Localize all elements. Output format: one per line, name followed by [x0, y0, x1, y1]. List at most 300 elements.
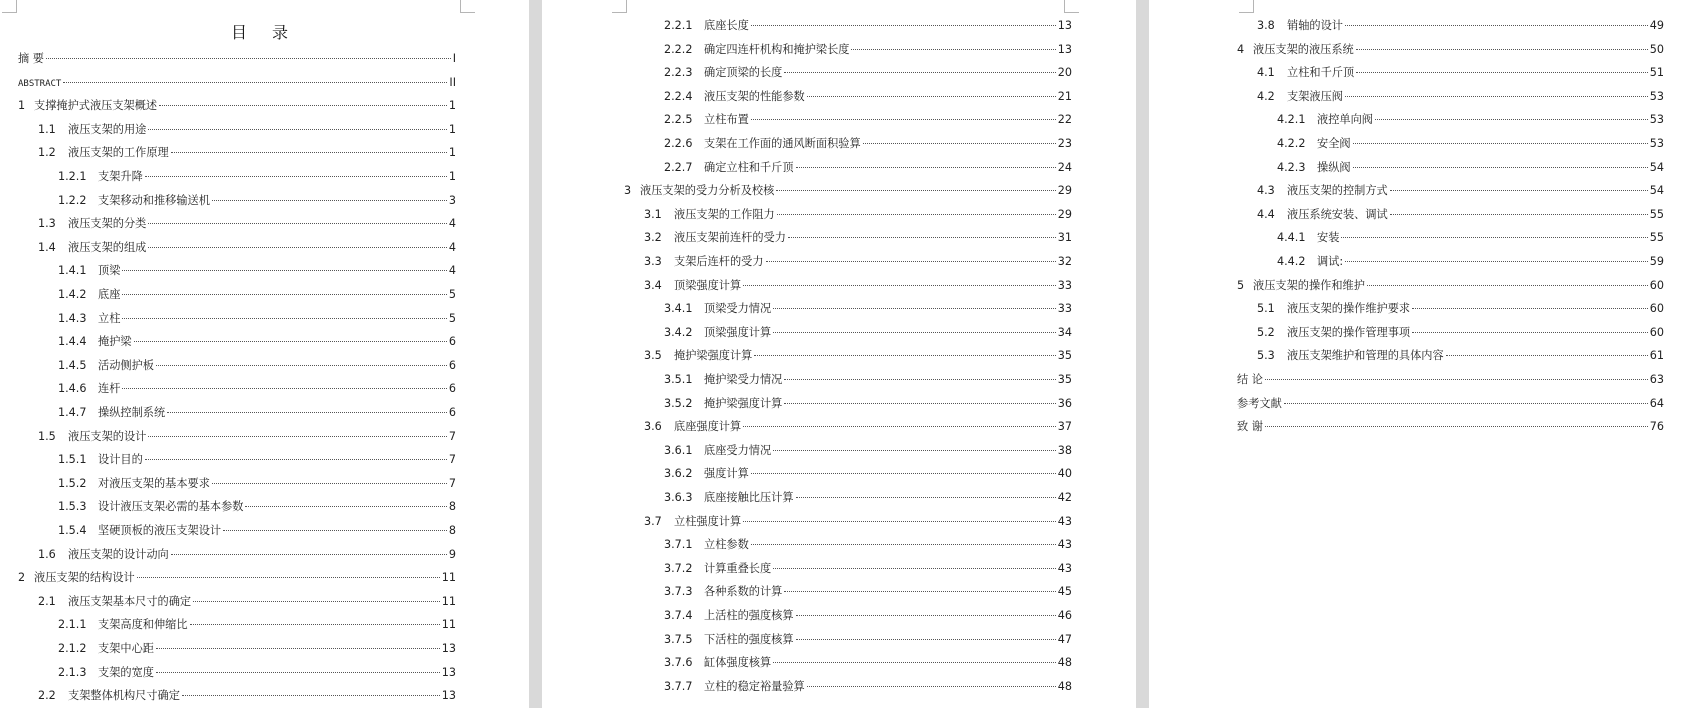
- toc-page-number: 11: [441, 571, 456, 585]
- toc-dot-leader: [122, 317, 446, 319]
- toc-dot-leader: [245, 505, 446, 507]
- toc-entry[interactable]: [664, 113, 1072, 127]
- toc-entry[interactable]: [644, 208, 1072, 222]
- toc-page-number: 53: [1649, 137, 1664, 150]
- toc-dot-leader: [145, 175, 447, 177]
- toc-entry-number: 1.4.2: [58, 288, 87, 301]
- toc-entry[interactable]: [1257, 326, 1664, 340]
- toc-entry-title: 致 谢: [1237, 420, 1263, 434]
- toc-entry-number: 1.4.1: [58, 264, 87, 278]
- toc-entry-number: 4.4.2: [1277, 255, 1306, 268]
- toc-entry[interactable]: [1237, 279, 1664, 293]
- toc-entry-title: 支架的宽度: [98, 665, 154, 679]
- toc-page-number: 59: [1649, 255, 1664, 268]
- toc-dot-leader: [167, 411, 447, 413]
- toc-entry[interactable]: [18, 52, 456, 66]
- toc-entry-title: 参考文献: [1237, 396, 1282, 410]
- toc-dot-leader: [751, 543, 1056, 545]
- toc-entry-number: 3.8: [1257, 19, 1275, 32]
- toc-dot-leader: [148, 435, 447, 437]
- toc-entry-title: 掩护梁强度计算: [674, 349, 753, 363]
- toc-entry-title: 操纵阀: [1317, 160, 1351, 174]
- toc-entry-number: 3.7: [644, 514, 662, 528]
- toc-dot-leader: [182, 694, 440, 696]
- toc-entry-title: 坚硬顶板的液压支架设计: [98, 524, 222, 537]
- toc-dot-leader: [1356, 71, 1648, 73]
- toc-dot-leader: [137, 576, 440, 578]
- toc-entry-title: 摘 要: [18, 52, 44, 65]
- toc-entry-number: 2.1.1: [58, 618, 87, 632]
- toc-entry-title: 底座接触比压计算: [704, 491, 794, 504]
- toc-entry[interactable]: [38, 146, 456, 160]
- toc-entry-number: 5.3: [1257, 349, 1275, 363]
- toc-entry-number: 3.7.2: [664, 561, 693, 575]
- toc-dot-leader: [751, 118, 1056, 120]
- toc-dot-leader: [1412, 331, 1648, 333]
- toc-entry[interactable]: [38, 123, 456, 137]
- toc-dot-leader: [1375, 118, 1648, 120]
- toc-page-number: 42: [1057, 491, 1072, 504]
- toc-page-number: 11: [441, 594, 456, 608]
- toc-entry-number: 1.1: [38, 122, 56, 136]
- toc-entry[interactable]: [38, 217, 456, 231]
- toc-dot-leader: [190, 623, 440, 625]
- toc-entry-title: 液压支架的液压系统: [1253, 42, 1354, 56]
- toc-dot-leader: [122, 269, 446, 271]
- toc-entry-title: 液压支架的操作维护要求: [1287, 302, 1411, 316]
- toc-dot-leader: [751, 24, 1056, 26]
- toc-page-number: 31: [1057, 231, 1072, 245]
- toc-page-number: 54: [1649, 160, 1664, 174]
- toc-page-number: 43: [1057, 561, 1072, 575]
- toc-page-number: II: [449, 75, 456, 89]
- toc-dot-leader: [807, 95, 1056, 97]
- toc-entry[interactable]: [38, 595, 456, 609]
- toc-entry[interactable]: [644, 420, 1072, 434]
- toc-entry[interactable]: [1277, 231, 1664, 245]
- toc-dot-leader: [1345, 260, 1648, 262]
- toc-entry[interactable]: [1257, 184, 1664, 198]
- toc-entry-title: 液压支架的分类: [68, 217, 147, 231]
- toc-entry-title: 上活柱的强度核算: [704, 609, 794, 622]
- toc-page-number: 55: [1649, 207, 1664, 221]
- toc-entry-number: 4.3: [1257, 184, 1275, 198]
- toc-entry-number: 1.5.1: [58, 453, 87, 467]
- toc-entry-title: 液控单向阀: [1317, 113, 1373, 127]
- toc-entry-title: 支架后连杆的受力: [674, 255, 764, 268]
- toc-dot-leader: [773, 661, 1056, 663]
- toc-entry-title: 液压支架的受力分析及校核: [640, 184, 775, 198]
- toc-entry[interactable]: [664, 444, 1072, 458]
- toc-page-number: 54: [1649, 184, 1664, 198]
- toc-entry[interactable]: [58, 359, 456, 373]
- toc-entry-number: 2.2.4: [664, 89, 693, 103]
- toc-entry-number: 4.4.1: [1277, 231, 1306, 245]
- page-corner-mark: [1064, 0, 1079, 13]
- toc-page-number: 13: [1057, 42, 1072, 56]
- toc-dot-leader: [156, 671, 440, 673]
- toc-entry[interactable]: [664, 66, 1072, 80]
- toc-page-number: 48: [1057, 679, 1072, 693]
- toc-entry-title: 底座受力情况: [704, 443, 772, 457]
- toc-entry-number: 3.1: [644, 207, 662, 221]
- toc-entry[interactable]: [664, 161, 1072, 175]
- toc-page-number: 6: [448, 335, 456, 349]
- toc-entry-title: 结 论: [1237, 373, 1263, 386]
- toc-entry[interactable]: [664, 633, 1072, 647]
- toc-entry-title: 顶梁受力情况: [704, 302, 772, 316]
- toc-dot-leader: [212, 199, 447, 201]
- toc-page-number: 37: [1057, 420, 1072, 434]
- toc-entry[interactable]: [18, 76, 456, 90]
- toc-entry-title: 液压支架的结构设计: [34, 571, 135, 585]
- toc-page-number: 13: [441, 642, 456, 655]
- toc-page-number: 60: [1649, 302, 1664, 316]
- toc-entry-number: 5: [1237, 278, 1245, 292]
- toc-entry[interactable]: [58, 335, 456, 349]
- toc-dot-leader: [1367, 284, 1648, 286]
- page-corner-mark: [1239, 0, 1254, 13]
- toc-entry-title: 顶梁强度计算: [704, 325, 772, 339]
- toc-page-number: 7: [448, 429, 456, 443]
- toc-dot-leader: [784, 378, 1055, 380]
- toc-page-number: 45: [1057, 585, 1072, 599]
- toc-entry-title: 立柱参数: [704, 538, 749, 552]
- toc-entry-title: 确定顶梁的长度: [704, 66, 783, 80]
- toc-page-number: 32: [1057, 255, 1072, 268]
- toc-entry-title: 底座长度: [704, 19, 749, 32]
- toc-entry[interactable]: [58, 194, 456, 208]
- toc-entry-title: 操纵控制系统: [98, 406, 166, 419]
- toc-page-number: 43: [1057, 538, 1072, 552]
- toc-page-number: 55: [1649, 231, 1664, 245]
- toc-entry-number: 4.2.3: [1277, 160, 1306, 174]
- toc-entry[interactable]: [664, 397, 1072, 411]
- toc-page-number: 5: [448, 311, 456, 325]
- toc-dot-leader: [773, 449, 1056, 451]
- toc-entry[interactable]: [624, 184, 1072, 198]
- toc-entry-title: 顶梁强度计算: [674, 278, 742, 292]
- toc-entry-number: 1.5.2: [58, 476, 87, 490]
- toc-entry-number: 1.3: [38, 217, 56, 231]
- toc-entry[interactable]: [1277, 137, 1664, 151]
- toc-entry[interactable]: [664, 373, 1072, 387]
- toc-entry-title: 下活柱的强度核算: [704, 632, 794, 646]
- toc-entry[interactable]: [58, 618, 456, 632]
- toc-entry-title: 安全阀: [1317, 137, 1351, 150]
- toc-entry[interactable]: [1257, 208, 1664, 222]
- toc-entry[interactable]: [664, 467, 1072, 481]
- toc-page-number: 63: [1649, 373, 1664, 386]
- toc-entry-number: 1: [18, 99, 26, 113]
- toc-entry-number: 5.2: [1257, 325, 1275, 339]
- toc-dot-leader: [851, 48, 1055, 50]
- toc-entry-title: 活动侧护板: [98, 358, 154, 372]
- toc-dot-leader: [1284, 402, 1648, 404]
- toc-entry-number: 3.4.2: [664, 325, 693, 339]
- toc-entry-number: 3.2: [644, 231, 662, 245]
- toc-page-number: 8: [448, 524, 456, 537]
- toc-entry-number: 3.7.7: [664, 679, 693, 693]
- toc-entry-number: 3.6.3: [664, 491, 693, 504]
- toc-page-number: 22: [1057, 113, 1072, 127]
- toc-entry[interactable]: [1257, 19, 1664, 33]
- toc-entry[interactable]: [1277, 255, 1664, 269]
- toc-page-number: 35: [1057, 349, 1072, 363]
- toc-entry[interactable]: [644, 515, 1072, 529]
- toc-entry[interactable]: [38, 430, 456, 444]
- toc-entry-number: 1.2.2: [58, 193, 87, 207]
- toc-entry-title: 液压支架的性能参数: [704, 89, 805, 103]
- toc-entry-number: 4.2.2: [1277, 137, 1306, 150]
- toc-page-number: 8: [448, 500, 456, 514]
- toc-entry[interactable]: [644, 349, 1072, 363]
- toc-entry[interactable]: [1237, 397, 1664, 411]
- toc-entry[interactable]: [664, 538, 1072, 552]
- toc-entry-title: 确定立柱和千斤顶: [704, 160, 794, 174]
- toc-page-number: 4: [448, 217, 456, 231]
- toc-page-number: 33: [1057, 302, 1072, 316]
- page-gutter-2: [1136, 0, 1149, 708]
- toc-entry-title: 底座: [98, 288, 121, 301]
- toc-entry-number: 1.4.7: [58, 406, 87, 419]
- toc-entry[interactable]: [38, 689, 456, 703]
- toc-entry-number: 3.3: [644, 255, 662, 268]
- toc-entry[interactable]: [1257, 349, 1664, 363]
- toc-page-number: 6: [448, 358, 456, 372]
- toc-dot-leader: [63, 81, 447, 83]
- toc-entry-number: 2.1.3: [58, 665, 87, 679]
- toc-dot-leader: [796, 166, 1056, 168]
- toc-dot-leader: [223, 529, 447, 531]
- toc-entry[interactable]: [664, 656, 1072, 670]
- toc-entry-title: 液压支架的工作原理: [68, 146, 169, 160]
- toc-entry[interactable]: [664, 609, 1072, 623]
- toc-entry[interactable]: [1257, 90, 1664, 104]
- toc-page-number: 11: [441, 618, 456, 632]
- toc-entry[interactable]: [58, 453, 456, 467]
- toc-entry-title: 调试:: [1317, 255, 1344, 268]
- toc-entry[interactable]: [1237, 420, 1664, 434]
- toc-entry[interactable]: [1237, 373, 1664, 387]
- toc-dot-leader: [148, 128, 447, 130]
- toc-entry-number: 2.2.3: [664, 66, 693, 80]
- toc-entry-title: 液压支架的组成: [68, 240, 147, 254]
- toc-page-number: 1: [448, 122, 456, 136]
- toc-entry-title: 立柱和千斤顶: [1287, 66, 1355, 80]
- toc-entry-number: 1.6: [38, 547, 56, 561]
- toc-page-number: 1: [448, 99, 456, 113]
- toc-entry[interactable]: [18, 99, 456, 113]
- toc-dot-leader: [156, 364, 447, 366]
- toc-entry[interactable]: [664, 19, 1072, 33]
- toc-page-number: 51: [1649, 66, 1664, 80]
- toc-entry-number: 3.7.1: [664, 538, 693, 552]
- toc-page-number: 49: [1649, 19, 1664, 32]
- toc-dot-leader: [122, 293, 446, 295]
- toc-page-number: 21: [1057, 89, 1072, 103]
- toc-entry-number: 1.5.4: [58, 524, 87, 537]
- toc-entry[interactable]: [58, 312, 456, 326]
- toc-page-number: 9: [448, 547, 456, 561]
- toc-page-number: 46: [1057, 609, 1072, 622]
- toc-entry-title: 缸体强度核算: [704, 656, 772, 670]
- toc-dot-leader: [1390, 189, 1648, 191]
- toc-entry[interactable]: [1277, 113, 1664, 127]
- toc-entry-number: 4.4: [1257, 207, 1275, 221]
- toc-entry[interactable]: [58, 170, 456, 184]
- toc-entry-number: 5.1: [1257, 302, 1275, 316]
- toc-page-number: 20: [1057, 66, 1072, 80]
- toc-page-number: 7: [448, 476, 456, 490]
- toc-entry-title: 液压支架的控制方式: [1287, 184, 1388, 198]
- toc-entry[interactable]: [1237, 43, 1664, 57]
- toc-dot-leader: [1265, 425, 1648, 427]
- toc-dot-leader: [784, 402, 1055, 404]
- toc-entry-title: 确定四连杆机构和掩护梁长度: [704, 42, 850, 56]
- toc-entry-title: 设计目的: [98, 453, 143, 467]
- toc-entry-title: ABSTRACT: [18, 78, 62, 89]
- toc-entry-number: 2.2.1: [664, 19, 693, 32]
- toc-dot-leader: [773, 307, 1056, 309]
- toc-page-number: 76: [1649, 420, 1664, 434]
- toc-entry-number: 4.1: [1257, 66, 1275, 80]
- toc-page-number: 13: [441, 665, 456, 679]
- toc-page-number: 50: [1649, 42, 1664, 56]
- toc-entry-number: 3.7.6: [664, 656, 693, 670]
- toc-entry-title: 计算重叠长度: [704, 561, 772, 575]
- toc-entry-title: 支架移动和推移输送机: [98, 193, 210, 207]
- page-corner-mark: [460, 0, 475, 13]
- toc-dot-leader: [788, 236, 1056, 238]
- toc-page-number: 24: [1057, 160, 1072, 174]
- toc-entry-number: 3.7.3: [664, 585, 693, 599]
- toc-entry-number: 4.2.1: [1277, 113, 1306, 127]
- toc-entry[interactable]: [1257, 66, 1664, 80]
- toc-entry-title: 支架液压阀: [1287, 89, 1343, 103]
- toc-entry[interactable]: [58, 382, 456, 396]
- toc-entry[interactable]: [664, 302, 1072, 316]
- toc-entry[interactable]: [664, 326, 1072, 340]
- toc-dot-leader: [1446, 354, 1648, 356]
- toc-dot-leader: [773, 331, 1056, 333]
- toc-entry-title: 支架在工作面的通风断面积验算: [704, 137, 861, 150]
- toc-entry-title: 支架中心距: [98, 642, 154, 655]
- toc-entry-title: 掩护梁受力情况: [704, 373, 783, 386]
- toc-entry[interactable]: [58, 264, 456, 278]
- toc-entry[interactable]: [58, 406, 456, 420]
- toc-entry[interactable]: [664, 491, 1072, 505]
- toc-dot-leader: [171, 553, 447, 555]
- page-corner-mark: [2, 0, 17, 13]
- toc-entry[interactable]: [58, 288, 456, 302]
- toc-dot-leader: [148, 222, 447, 224]
- toc-dot-leader: [784, 590, 1055, 592]
- toc-entry[interactable]: [664, 562, 1072, 576]
- toc-page-number: 1: [448, 170, 456, 183]
- toc-entry-number: 2.1.2: [58, 642, 87, 655]
- toc-entry-number: 1.4.3: [58, 311, 87, 325]
- toc-dot-leader: [134, 340, 447, 342]
- toc-entry-number: 2.2: [38, 689, 56, 703]
- toc-entry[interactable]: [664, 585, 1072, 599]
- toc-dot-leader: [212, 482, 447, 484]
- toc-dot-leader: [1341, 236, 1647, 238]
- toc-entry[interactable]: [644, 279, 1072, 293]
- toc-entry[interactable]: [664, 90, 1072, 104]
- toc-entry-number: 4.2: [1257, 89, 1275, 103]
- toc-dot-leader: [784, 71, 1055, 73]
- toc-entry-title: 立柱布置: [704, 113, 749, 127]
- toc-entry[interactable]: [1257, 302, 1664, 316]
- toc-entry-number: 3.6.1: [664, 443, 693, 457]
- toc-entry-title: 液压支架的用途: [68, 122, 147, 136]
- toc-entry[interactable]: [58, 477, 456, 491]
- toc-entry[interactable]: [644, 255, 1072, 269]
- toc-page-number: 35: [1057, 373, 1072, 386]
- toc-entry-title: 连杆: [98, 382, 121, 396]
- toc-dot-leader: [807, 685, 1056, 687]
- toc-entry-number: 3.6: [644, 420, 662, 434]
- toc-entry[interactable]: [1277, 161, 1664, 175]
- toc-entry[interactable]: [58, 524, 456, 538]
- toc-page-number: 53: [1649, 113, 1664, 127]
- toc-entry-number: 3.5: [644, 349, 662, 363]
- toc-entry-title: 支架整体机构尺寸确定: [68, 689, 180, 703]
- toc-entry[interactable]: [58, 500, 456, 514]
- toc-dot-leader: [863, 142, 1056, 144]
- toc-entry-title: 各种系数的计算: [704, 585, 783, 599]
- toc-entry-title: 强度计算: [704, 467, 749, 481]
- toc-entry-number: 3.5.2: [664, 396, 693, 410]
- toc-dot-leader: [1390, 213, 1648, 215]
- toc-entry-title: 液压支架维护和管理的具体内容: [1287, 349, 1444, 363]
- toc-entry[interactable]: [38, 548, 456, 562]
- toc-entry-number: 2.2.6: [664, 137, 693, 150]
- toc-page-number: 13: [1057, 19, 1072, 32]
- toc-entry-number: 3.4: [644, 278, 662, 292]
- toc-dot-leader: [145, 458, 447, 460]
- toc-entry[interactable]: [664, 680, 1072, 694]
- toc-page-number: 29: [1057, 184, 1072, 198]
- toc-dot-leader: [159, 104, 447, 106]
- toc-entry[interactable]: [58, 666, 456, 680]
- toc-entry[interactable]: [58, 642, 456, 656]
- toc-entry[interactable]: [664, 137, 1072, 151]
- toc-dot-leader: [1345, 95, 1648, 97]
- toc-entry-number: 3.5.1: [664, 373, 693, 386]
- toc-dot-leader: [796, 638, 1056, 640]
- toc-entry-number: 2.2.2: [664, 42, 693, 56]
- toc-entry-title: 掩护梁强度计算: [704, 396, 783, 410]
- toc-entry-number: 2.2.7: [664, 160, 693, 174]
- toc-entry[interactable]: [18, 571, 456, 585]
- toc-entry-number: 1.5.3: [58, 500, 87, 514]
- toc-page-2: [542, 0, 1136, 708]
- toc-entry[interactable]: [664, 43, 1072, 57]
- toc-entry[interactable]: [38, 241, 456, 255]
- toc-entry-title: 设计液压支架必需的基本参数: [98, 500, 244, 514]
- toc-dot-leader: [751, 472, 1056, 474]
- toc-dot-leader: [1356, 48, 1648, 50]
- toc-entry[interactable]: [644, 231, 1072, 245]
- toc-page-number: 40: [1057, 467, 1072, 481]
- toc-entry-title: 立柱的稳定裕量验算: [704, 679, 805, 693]
- toc-page-number: 5: [448, 288, 456, 301]
- toc-entry-number: 3.7.5: [664, 632, 693, 646]
- toc-dot-leader: [743, 284, 1056, 286]
- toc-page-number: 4: [448, 264, 456, 278]
